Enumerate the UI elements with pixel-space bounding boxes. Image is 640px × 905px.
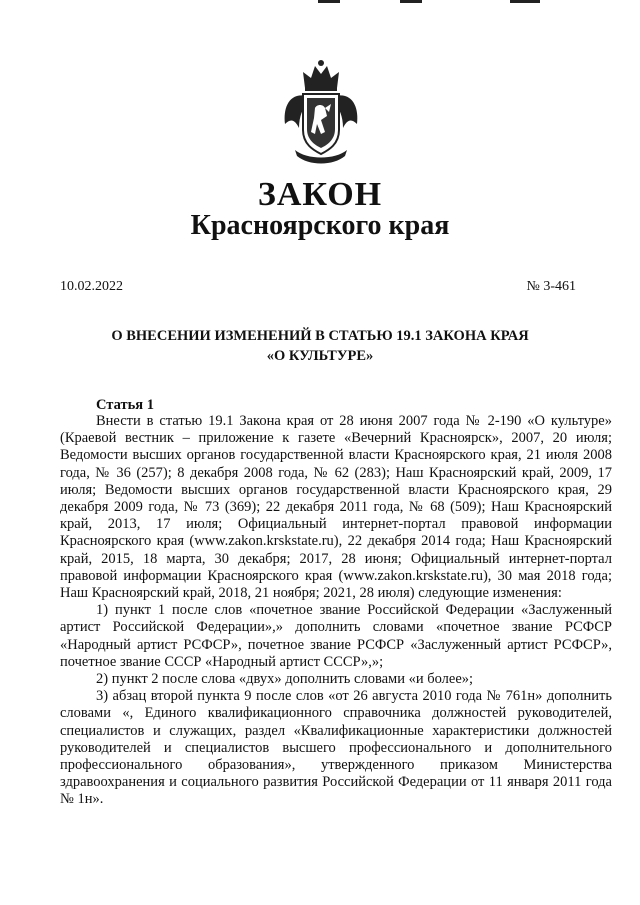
article-paragraph: 3) абзац второй пункта 9 после слов «от 26 августа 2010 года № 761н» дополнить словами «, Единого квалификационного справочника должностей руководителей, специалистов и служащих, раздел «Квалификационные характеристики должностей руководителей и специалистов высшего профессионального и дополнительного профессионального образования», утвержденного приказом Министерства здравоохранения и социального развития Российской Федерации от 11 января 2011 года № 1н». xyxy=(60,688,612,808)
law-number: № 3-461 xyxy=(526,279,576,294)
article-body xyxy=(60,413,612,809)
article-paragraph: 2) пункт 2 после слова «двух» дополнить словами «и более»; xyxy=(96,671,474,688)
scan-mark xyxy=(510,0,540,3)
law-title: ЗАКОН xyxy=(257,176,383,213)
law-heading xyxy=(60,326,580,366)
article-paragraph: Внести в статью 19.1 Закона края от 28 июня 2007 года № 2-190 «О культуре» (Краевой вестник – приложение к газете «Вечерний Красноярск», 2007, 20 июля; Ведомости высших органов государственной власти Красноярского края, 21 июля 2008 года, № 36 (257); 8 декабря 2008 года, № 62 (283); Наш Красноярский край, 2009, 17 июля; Ведомости высших органов государственной власти Красноярского края, 29 декабря 2009 года, № 73 (369); 22 декабря 2011 года, № 68 (509); Наш Красноярский край, 2013, 17 июля; Официальный интернет-портал правовой информации Красноярского края (www.zakon.krskstate.ru), 22 декабря 2014 года; Наш Красноярский край, 2015, 18 марта, 30 декабря; 2017, 28 июня; Официальный интернет-портал правовой информации Красноярского края (www.zakon.krskstate.ru), 30 мая 2018 года; Наш Красноярский край, 2018, 21 ноября; 2021, 28 июля) следующие изменения: xyxy=(60,413,612,602)
article-paragraph: 1) пункт 1 после слов «почетное звание Российской Федерации «Заслуженный артист Российской Федерации»,» дополнить словами «почетное звание РСФСР «Народный артист РСФСР», почетное звание РСФСР «Заслуженный артист РСФСР», почетное звание СССР «Народный артист СССР»,»; xyxy=(60,602,612,670)
coat-of-arms-icon xyxy=(281,58,361,170)
heading-line-2: «О КУЛЬТУРЕ» xyxy=(266,348,374,364)
heading-line-1: О ВНЕСЕНИИ ИЗМЕНЕНИЙ В СТАТЬЮ 19.1 ЗАКОНА КРАЯ xyxy=(111,328,529,344)
article-title: Статья 1 xyxy=(96,397,154,413)
law-subtitle: Красноярского края xyxy=(190,210,450,241)
scan-mark xyxy=(318,0,340,3)
scan-mark xyxy=(400,0,422,3)
law-date: 10.02.2022 xyxy=(60,279,123,294)
